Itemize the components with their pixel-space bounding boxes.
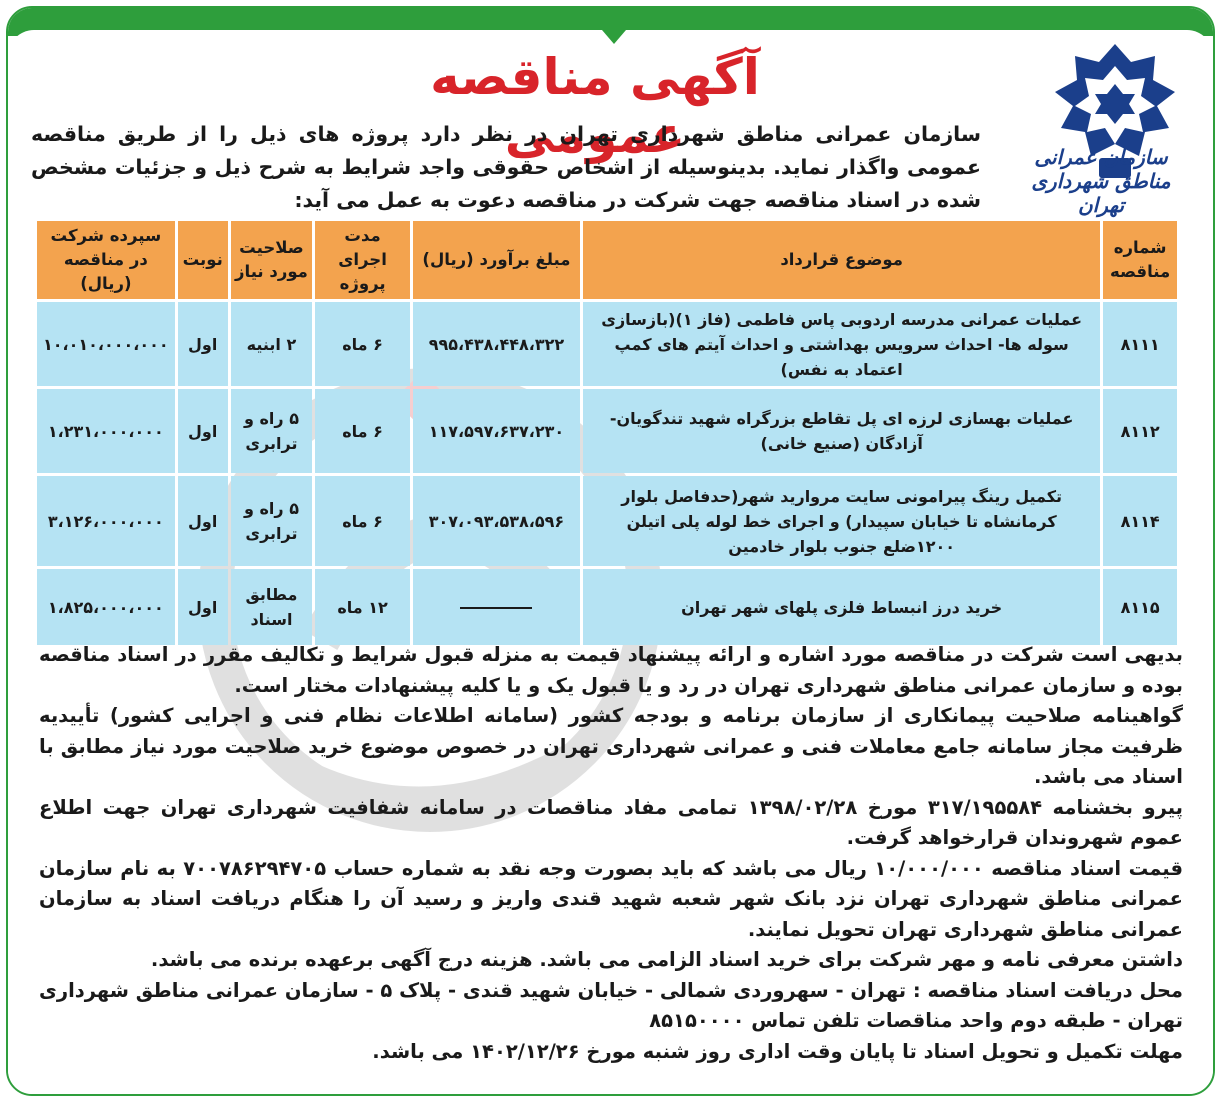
- cell-qualification: مطابق اسناد: [231, 569, 313, 645]
- cell-subject: خرید درز انبساط فلزی پلهای شهر تهران: [583, 569, 1100, 645]
- cell-round: اول: [178, 569, 228, 645]
- cell-deposit: ۱۰،۰۱۰،۰۰۰،۰۰۰: [37, 302, 175, 386]
- paragraph: بدیهی است شرکت در مناقصه مورد اشاره و ارائه پیشنهاد قیمت به منزله قبول شرایط و تکالیف مقرر در اسناد مناقصه بوده و سازمان عمرانی مناطق شهرداری تهران در رد و یا قبول یک و یا کلیه پیشنهادات مختار است.: [39, 643, 1183, 697]
- header-estimate: مبلغ برآورد (ریال): [413, 221, 580, 299]
- dash-line: [460, 607, 532, 609]
- page-title: آگهی مناقصه عمومی: [430, 48, 760, 164]
- header-qualification: صلاحیت مورد نیاز: [231, 221, 313, 299]
- cell-subject: تکمیل رینگ پیرامونی سایت مروارید شهر(حدفاصل بلوار کرمانشاه تا خیابان سپیدار) و اجرای خط لوله پلی اتیلن ۱۲۰۰ضلع جنوب بلوار خادمین: [583, 476, 1100, 566]
- cell-duration: ۱۲ ماه: [315, 569, 410, 645]
- logo-caption: سازمان عمرانی مناطق شهرداری تهران: [1031, 145, 1171, 217]
- table-row: [37, 302, 1177, 386]
- cell-round: اول: [178, 302, 228, 386]
- cell-qualification: ۲ ابنیه: [231, 302, 313, 386]
- cell-subject: عملیات عمرانی مدرسه اردوبی پاس فاطمی (فاز ۱)(بازسازی سوله ها- احداث سرویس بهداشتی و احداث آیتم های کمپ اعتماد به نفس): [583, 302, 1100, 386]
- org-name: سازمان عمرانی مناطق شهرداری تهران: [559, 122, 981, 146]
- cell-qualification: ۵ راه و ترابری: [231, 389, 313, 473]
- cell-deposit: ۱،۲۳۱،۰۰۰،۰۰۰: [37, 389, 175, 473]
- intro-text: در نظر دارد پروژه های ذیل را از طریق مناقصه عمومی واگذار نماید. بدینوسیله از اشخاص حقوقی واجد شرایط به شرح ذیل و جزئیات مشخص شده در اسناد مناقصه جهت شرکت در مناقصه دعوت به عمل می آید:: [31, 122, 981, 212]
- cell-qualification: ۵ راه و ترابری: [231, 476, 313, 566]
- intro-paragraph: [31, 118, 981, 217]
- cell-estimate: ۹۹۵،۴۳۸،۴۴۸،۳۲۲: [413, 302, 580, 386]
- cell-number: ۸۱۱۴: [1103, 476, 1177, 566]
- paragraph: مهلت تکمیل و تحویل اسناد تا پایان وقت اداری روز شنبه مورخ ۱۴۰۲/۱۲/۲۶ می باشد.: [372, 1039, 1183, 1063]
- cell-estimate: ۱۱۷،۵۹۷،۶۳۷،۲۳۰: [413, 389, 580, 473]
- cell-deposit: ۱،۸۲۵،۰۰۰،۰۰۰: [37, 569, 175, 645]
- tenders-table: [34, 218, 1180, 648]
- cell-subject: عملیات بهسازی لرزه ای پل تقاطع بزرگراه شهید تندگویان-آزادگان (صنیع خانی): [583, 389, 1100, 473]
- conditions-text: [39, 640, 1183, 1067]
- header-subject: موضوع قرارداد: [583, 221, 1100, 299]
- cell-number: ۸۱۱۲: [1103, 389, 1177, 473]
- cell-number: ۸۱۱۱: [1103, 302, 1177, 386]
- cell-duration: ۶ ماه: [315, 476, 410, 566]
- cell-deposit: ۳،۱۲۶،۰۰۰،۰۰۰: [37, 476, 175, 566]
- header-duration: مدت اجرای پروژه: [315, 221, 410, 299]
- header-number: شماره مناقصه: [1103, 221, 1177, 299]
- paragraph: گواهینامه صلاحیت پیمانکاری از سازمان برنامه و بودجه کشور (سامانه اطلاعات نظام فنی و اجرایی کشور) تأییدیه ظرفیت مجاز سامانه جامع معاملات فنی و عمرانی شهرداری تهران در خصوص موضوع خرید صلاحیت مورد نیاز مطابق با اسناد می باشد.: [39, 704, 1183, 788]
- paragraph: محل دریافت اسناد مناقصه : تهران - سهروردی شمالی - خیابان شهید قندی - پلاک ۵ - سازمان عمرانی مناطق شهرداری تهران - طبقه دوم واحد مناقصات تلفن تماس ۸۵۱۵۰۰۰۰: [39, 978, 1183, 1032]
- down-arrow-icon: [602, 30, 626, 44]
- paragraph: قیمت اسناد مناقصه ۱۰/۰۰۰/۰۰۰ ریال می باشد که باید بصورت وجه نقد به شماره حساب ۷۰۰۷۸۶۲۹۴۷۰۵ به نام سازمان عمرانی مناطق شهرداری تهران نزد بانک شهر شعبه شهید قندی واریز و رسید آن را هنگام دریافت اسناد به سازمان عمرانی مناطق شهرداری تهران تحویل نمایند.: [39, 856, 1184, 941]
- table-header-row: [37, 221, 1177, 299]
- paragraph: پیرو بخشنامه ۳۱۷/۱۹۵۵۸۴ مورخ ۱۳۹۸/۰۲/۲۸ تمامی مفاد مناقصات در سامانه شفافیت شهرداری تهران جهت اطلاع عموم شهروندان قرارخواهد گرفت.: [39, 795, 1183, 849]
- cell-estimate-empty: [413, 569, 580, 645]
- table-row: [37, 476, 1177, 566]
- header-round: نوبت: [178, 221, 228, 299]
- cell-duration: ۶ ماه: [315, 389, 410, 473]
- paragraph: داشتن معرفی نامه و مهر شرکت برای خرید اسناد الزامی می باشد. هزینه درج آگهی برعهده برنده می باشد.: [150, 948, 1183, 971]
- table-row: [37, 569, 1177, 645]
- cell-number: ۸۱۱۵: [1103, 569, 1177, 645]
- header-deposit: سپرده شرکت در مناقصه (ریال): [37, 221, 175, 299]
- cell-duration: ۶ ماه: [315, 302, 410, 386]
- cell-round: اول: [178, 389, 228, 473]
- cell-estimate: ۳۰۷،۰۹۳،۵۳۸،۵۹۶: [413, 476, 580, 566]
- table-row: [37, 389, 1177, 473]
- cell-round: اول: [178, 476, 228, 566]
